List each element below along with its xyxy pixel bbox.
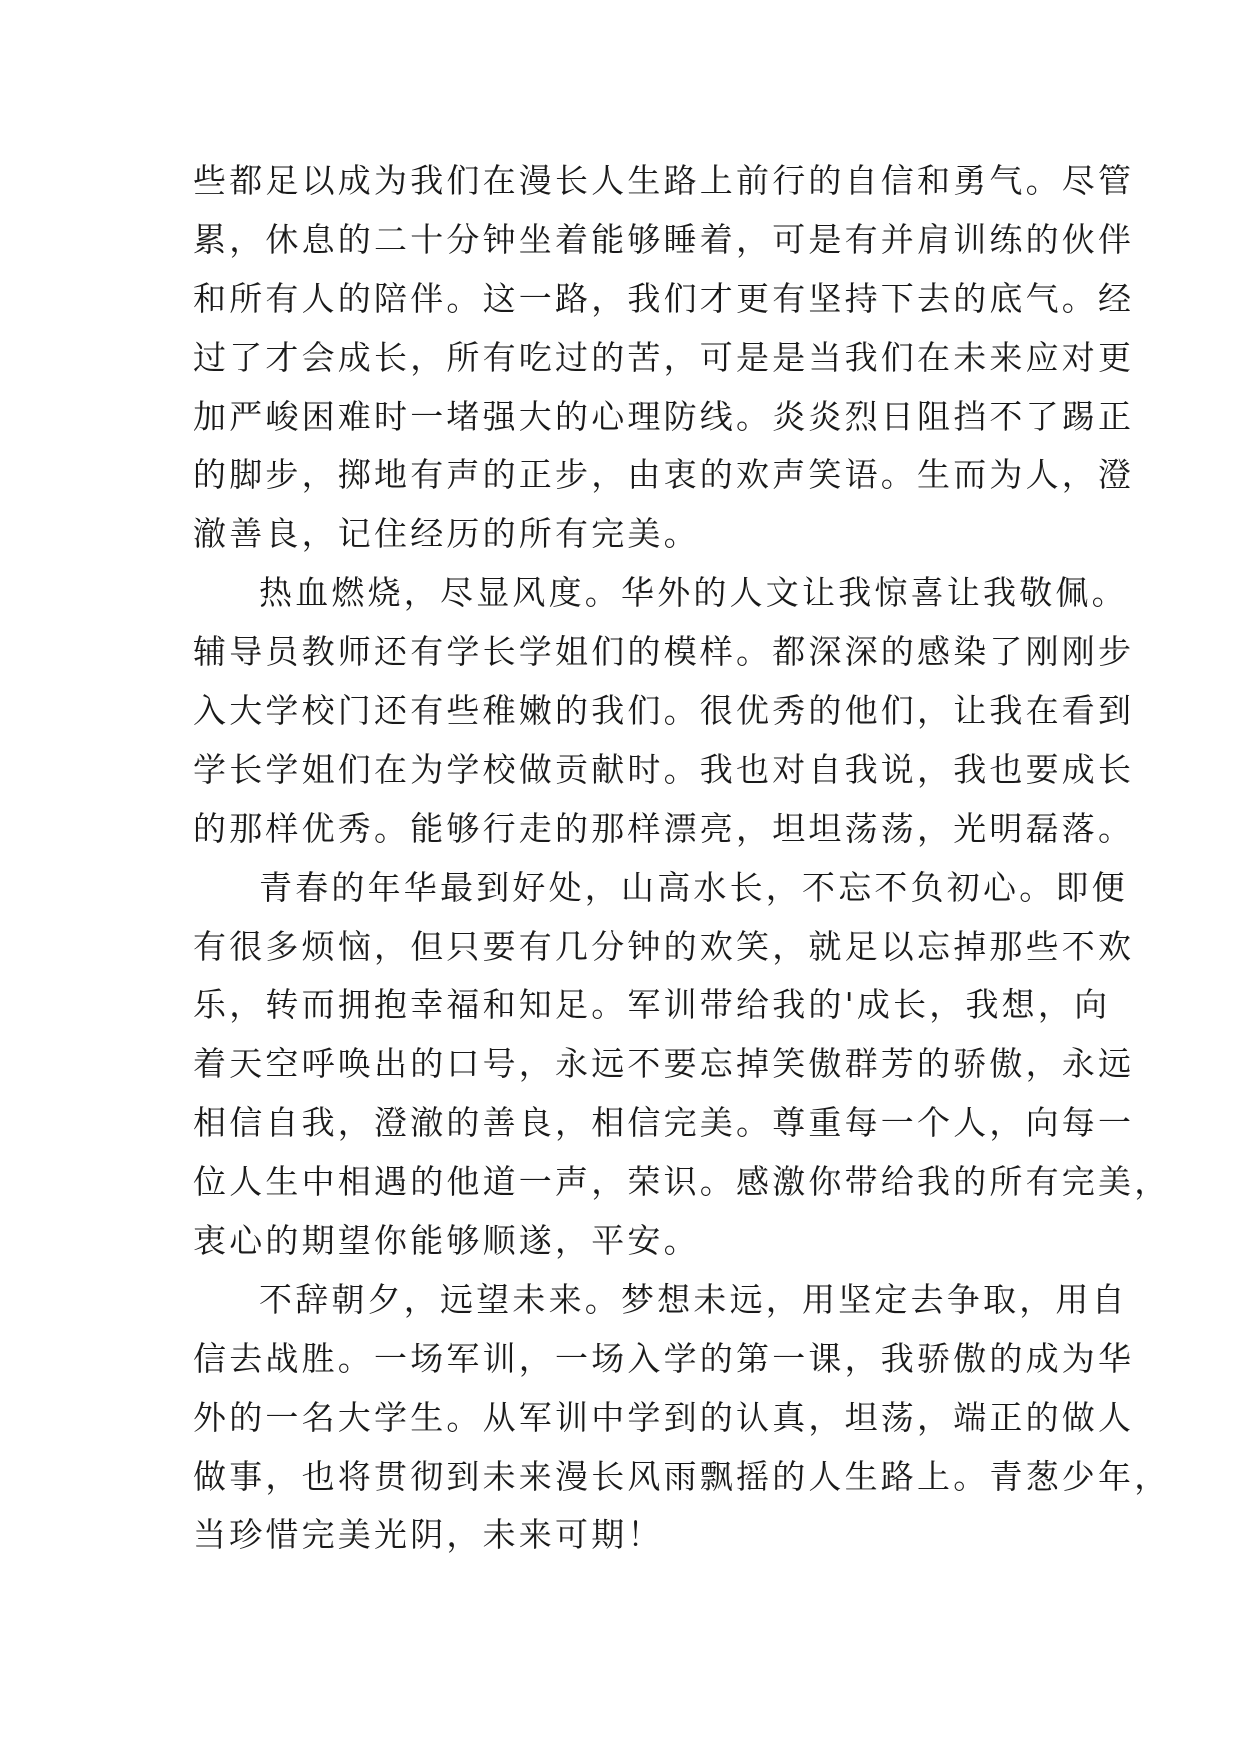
text-line: 加严峻困难时一堵强大的心理防线。炎炎烈日阻挡不了踢正: [193, 396, 1135, 436]
text-line: 不辞朝夕，远望未来。梦想未远，用坚定去争取，用自: [259, 1279, 1128, 1319]
text-line: 信去战胜。一场军训，一场入学的第一课，我骄傲的成为华: [193, 1338, 1135, 1378]
text-line: 青春的年华最到好处，山高水长，不忘不负初心。即便: [259, 867, 1128, 907]
text-line: 着天空呼唤出的口号，永远不要忘掉笑傲群芳的骄傲，永远: [193, 1044, 1135, 1084]
paragraph: [193, 859, 1171, 1271]
paragraph: [193, 564, 1135, 858]
paragraph: [193, 1271, 1171, 1565]
text-line: 乐，转而拥抱幸福和知足。军训带给我的'成长，我想，向: [193, 985, 1111, 1025]
text-line: 学长学姐们在为学校做贡献时。我也对自我说，我也要成长: [193, 749, 1135, 789]
text-line: 做事，也将贯彻到未来漫长风雨飘摇的人生路上。青葱少年，: [193, 1456, 1171, 1496]
text-line: 澈善良，记住经历的所有完美。: [193, 514, 700, 554]
text-line: 和所有人的陪伴。这一路，我们才更有坚持下去的底气。经: [193, 278, 1135, 318]
paragraph: [193, 152, 1135, 564]
text-line: 累，休息的二十分钟坐着能够睡着，可是有并肩训练的伙伴: [193, 219, 1135, 259]
text-line: 当珍惜完美光阴，未来可期！: [193, 1515, 664, 1555]
text-line: 外的一名大学生。从军训中学到的认真，坦荡，端正的做人: [193, 1397, 1135, 1437]
text-line: 热血燃烧，尽显风度。华外的人文让我惊喜让我敬佩。: [259, 573, 1128, 613]
text-line: 有很多烦恼，但只要有几分钟的欢笑，就足以忘掉那些不欢: [193, 926, 1135, 966]
document-body: [193, 152, 1171, 1565]
text-line: 位人生中相遇的他道一声，荣识。感激你带给我的所有完美，: [193, 1162, 1171, 1202]
text-line: 入大学校门还有些稚嫩的我们。很优秀的他们，让我在看到: [193, 691, 1135, 731]
text-line: 辅导员教师还有学长学姐们的模样。都深深的感染了刚刚步: [193, 632, 1135, 672]
text-line: 的那样优秀。能够行走的那样漂亮，坦坦荡荡，光明磊落。: [193, 808, 1135, 848]
text-line: 些都足以成为我们在漫长人生路上前行的自信和勇气。尽管: [193, 161, 1135, 200]
text-line: 过了才会成长，所有吃过的苦，可是是当我们在未来应对更: [193, 337, 1135, 377]
text-line: 衷心的期望你能够顺遂，平安。: [193, 1221, 700, 1261]
text-line: 相信自我，澄澈的善良，相信完美。尊重每一个人，向每一: [193, 1103, 1135, 1143]
text-line: 的脚步，掷地有声的正步，由衷的欢声笑语。生而为人，澄: [193, 455, 1135, 495]
